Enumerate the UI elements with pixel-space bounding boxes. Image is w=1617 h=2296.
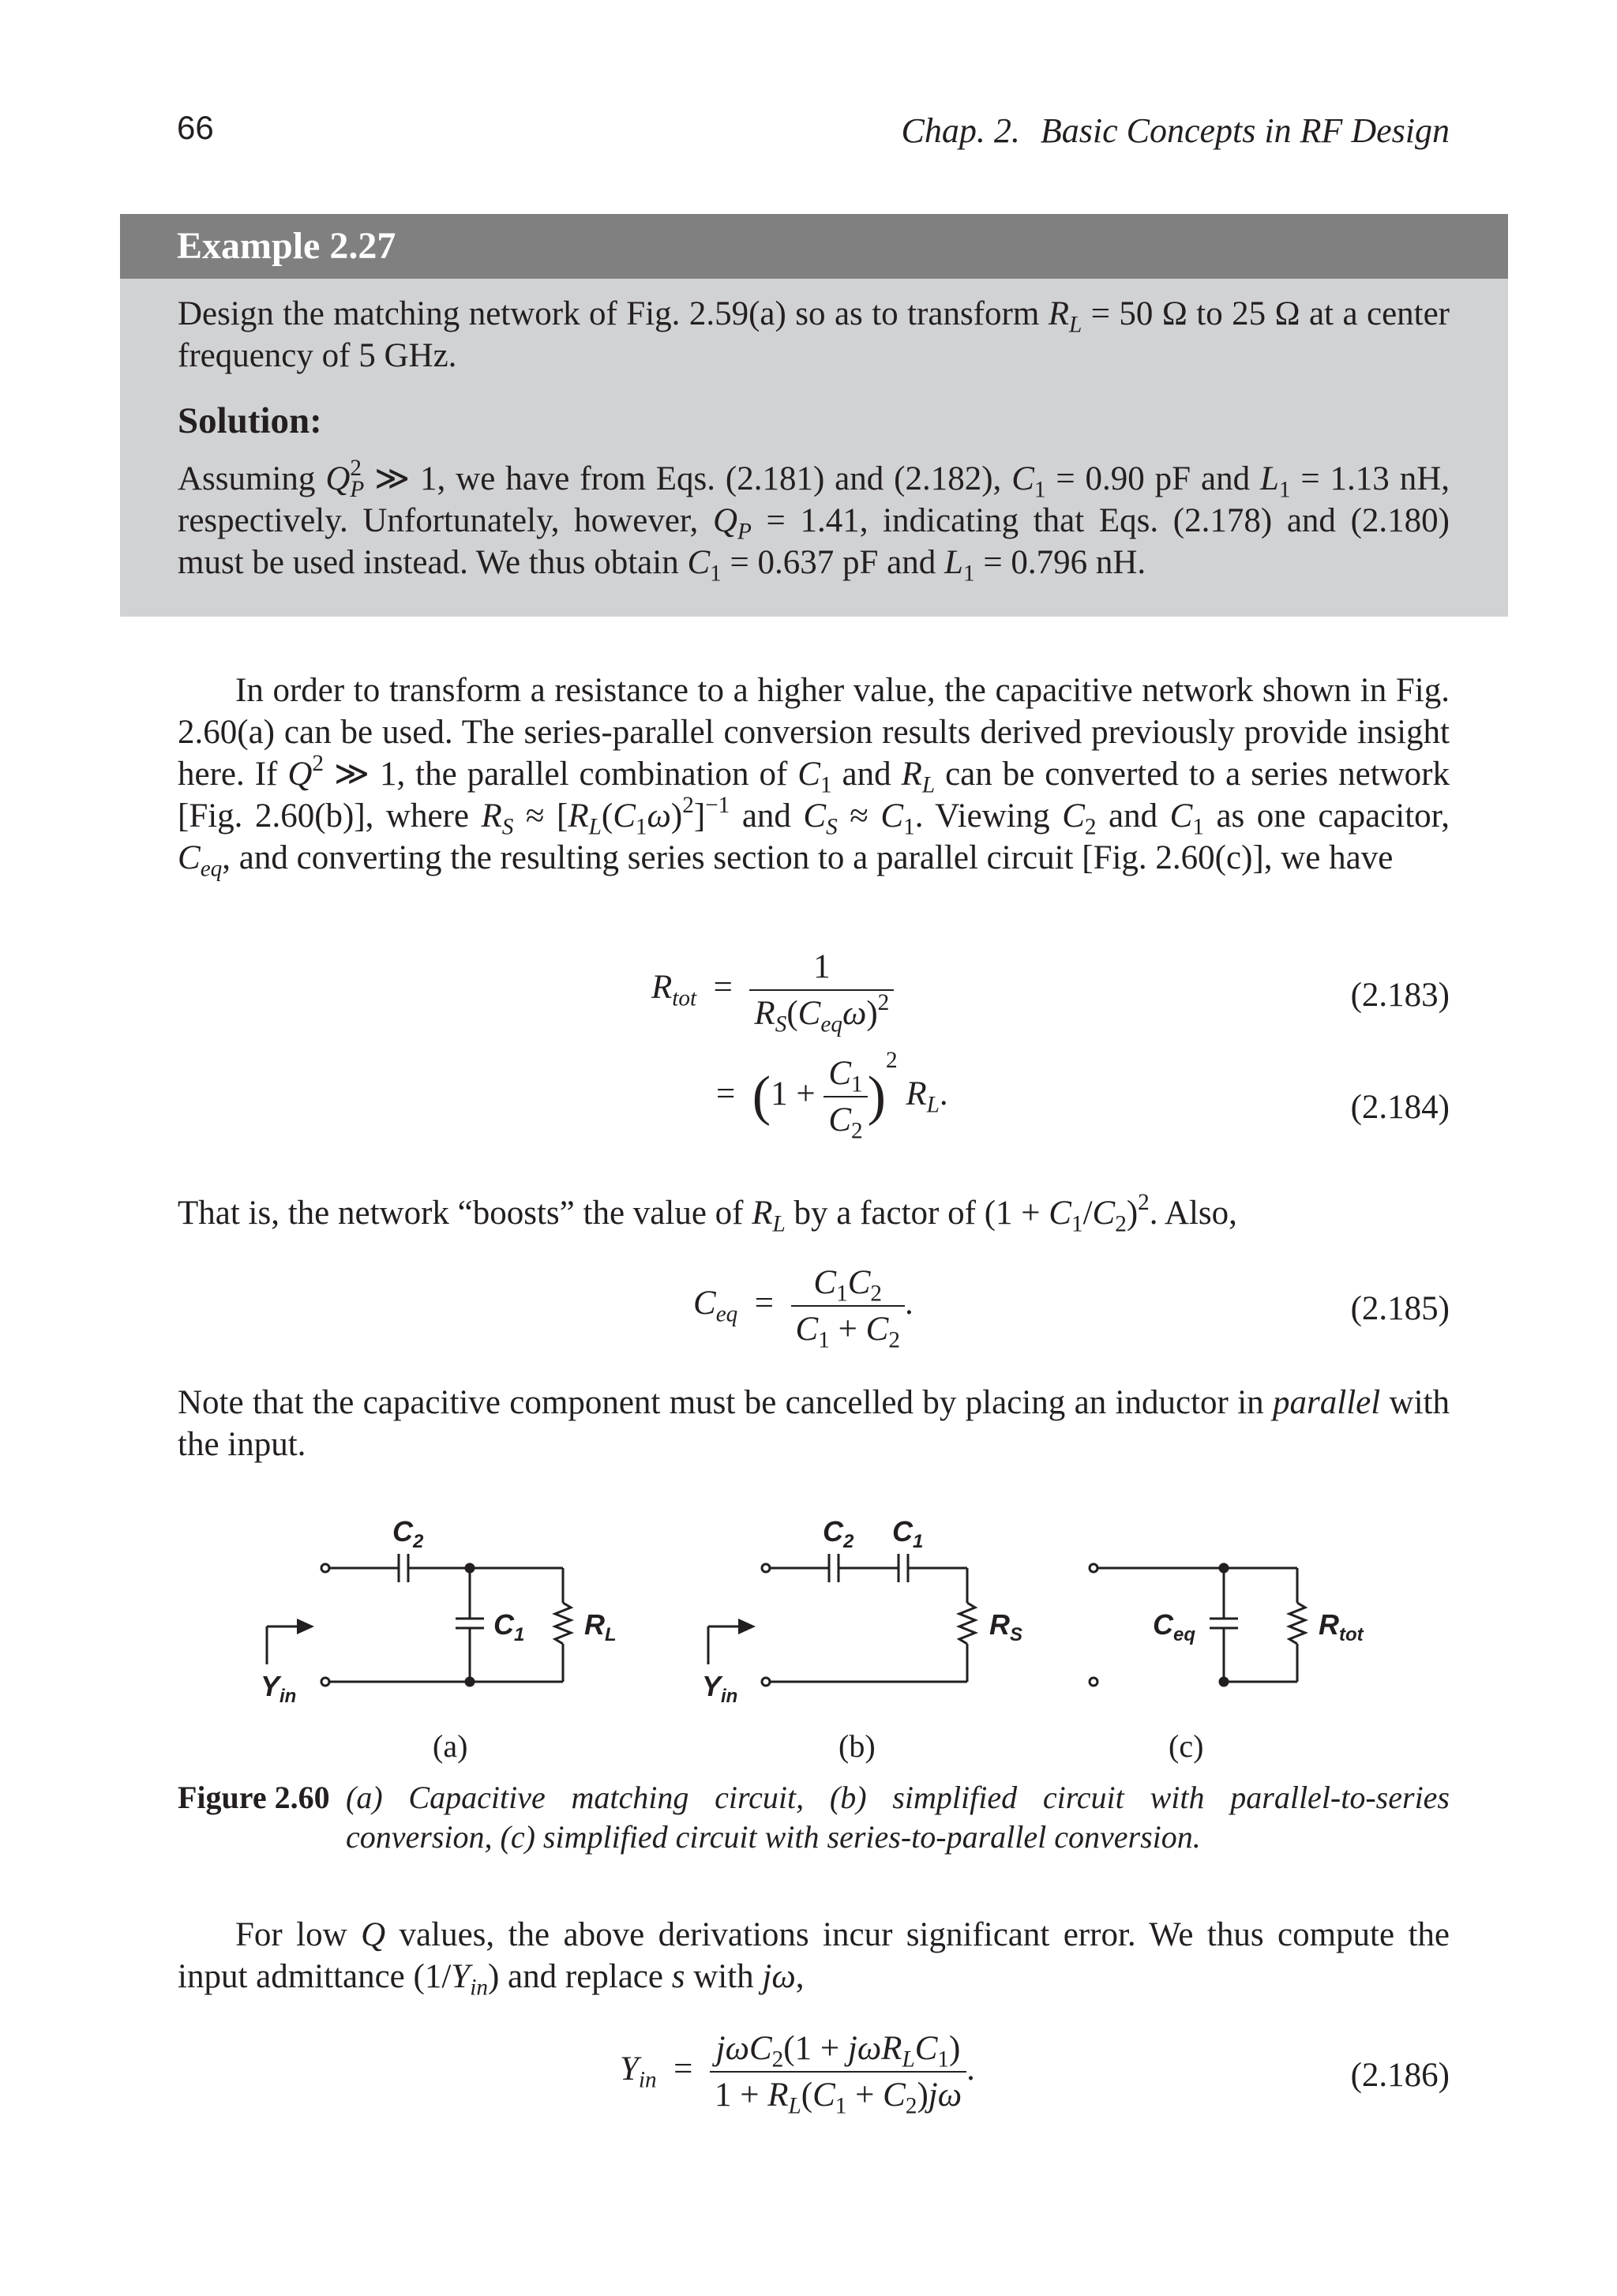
running-head-chapter: Chap. 2.: [901, 111, 1020, 150]
equation-2-184: = (1 + $\frac{C_1}{C_2}$ )$^2$ $R_L$.: [716, 1048, 948, 1144]
circuit-c: [1090, 1564, 1305, 1686]
equation-number-2-185: (2.185): [1350, 1290, 1450, 1327]
circuit-b: [708, 1554, 975, 1686]
subfigure-label-c: (c): [1169, 1728, 1204, 1764]
svg-text:RS: $R_S$: [989, 1608, 1023, 1645]
figure-number: Figure 2.60: [178, 1780, 330, 1815]
equation-2-185: $C_{eq}$ = $\frac{C_1C_2}{C_1 + C_2}$ .: [693, 1264, 914, 1353]
equation-2-183: $R_{tot}$ = $\frac{1}{R_S(C_{eq}\omega)^2}$: [651, 947, 894, 1033]
svg-text:C2: $C_2$: [823, 1515, 854, 1552]
page-number: 66: [177, 109, 214, 146]
running-head: [881, 111, 1450, 151]
svg-text:C2: $C_2$: [392, 1515, 424, 1552]
figure-caption-text: (a) Capacitive matching circuit, (b) simplified circuit with parallel-to-series conversion, (c) simplified circuit with series-to-parallel conversion.: [346, 1780, 1450, 1855]
arrow-icon: [738, 1619, 756, 1634]
equation-number-2-183: (2.183): [1350, 977, 1450, 1014]
equation-number-2-184: (2.184): [1350, 1089, 1450, 1126]
solution-heading: Solution:: [178, 400, 322, 441]
body-paragraph-4: For low Q values, the above derivations incur significant error. We thus compute the input admittance $(1/Y_{in})$ and replace s with jω,: [178, 1916, 1450, 2001]
svg-text:Rtot: $R_{tot}$: [1319, 1608, 1364, 1645]
example-problem: Design the matching network of Fig. 2.59(a) so as to transform $R_L = 50$ Ω to 25 Ω at a center frequency of 5 GHz.: [178, 295, 1450, 374]
subfigure-label-b: (b): [839, 1728, 876, 1764]
equation-2-186: $Y_{in}$ = $\frac{j\omega C_2(1 + j\omega R_LC_1)}{1 + R_L(C_1 + C_2)j\omega}$ .: [620, 2030, 975, 2119]
figure-caption: [178, 1778, 1450, 1855]
svg-text:Yin: $Y_{in}$: [261, 1670, 297, 1707]
subfigure-label-a: (a): [433, 1728, 468, 1764]
example-title: Example 2.27: [120, 214, 1508, 279]
figure-2-60: [237, 1500, 1421, 1769]
circuit-diagrams: [237, 1500, 1421, 1769]
circuit-a: [267, 1554, 571, 1686]
body-paragraph-3: Note that the capacitive component must be cancelled by placing an inductor in parallel with the input.: [178, 1384, 1450, 1463]
svg-text:RL: $R_L$: [584, 1608, 617, 1645]
equation-number-2-186: (2.186): [1350, 2057, 1450, 2094]
svg-text:Yin: $Y_{in}$: [702, 1670, 738, 1707]
body-paragraph-2: That is, the network “boosts” the value of $R_L$ by a factor of $(1 + C_1/C_2)^2$. Also,: [178, 1189, 1237, 1237]
svg-text:C1: $C_1$: [493, 1608, 525, 1645]
svg-text:C1: $C_1$: [892, 1515, 924, 1552]
solution-text: Assuming $Q^2_P$ ≫ 1, we have from Eqs. (2.181) and (2.182), $C_1 = 0.90$ pF and $L_1 = 1.13$ nH, respectively. Unfortunately, however, $Q_P = 1.41$, indicating that Eqs. (2.178) and (2.180) must be used instead. We thus obtain $C_1 = 0.637$ pF and $L_1 = 0.796$ nH.: [178, 455, 1450, 587]
running-head-title: Basic Concepts in RF Design: [1040, 111, 1450, 150]
body-paragraph-1: In order to transform a resistance to a higher value, the capacitive network shown in Fig. 2.60(a) can be used. The series-parallel conversion results derived previously provide insight here. If $Q^2$ ≫ 1, the parallel combination of $C_1$ and $R_L$ can be converted to a series network [Fig. 2.60(b)], where $R_S \approx [R_L(C_1\omega)^2]^{-1}$ and $C_S \approx C_1$. Viewing $C_2$ and $C_1$ as one capacitor, $C_{eq}$, and converting the resulting series section to a parallel circuit [Fig. 2.60(c)], we have: [178, 672, 1450, 882]
svg-text:Ceq: $C_{eq}$: [1153, 1608, 1196, 1645]
arrow-icon: [297, 1619, 314, 1634]
example-box: [120, 214, 1508, 617]
